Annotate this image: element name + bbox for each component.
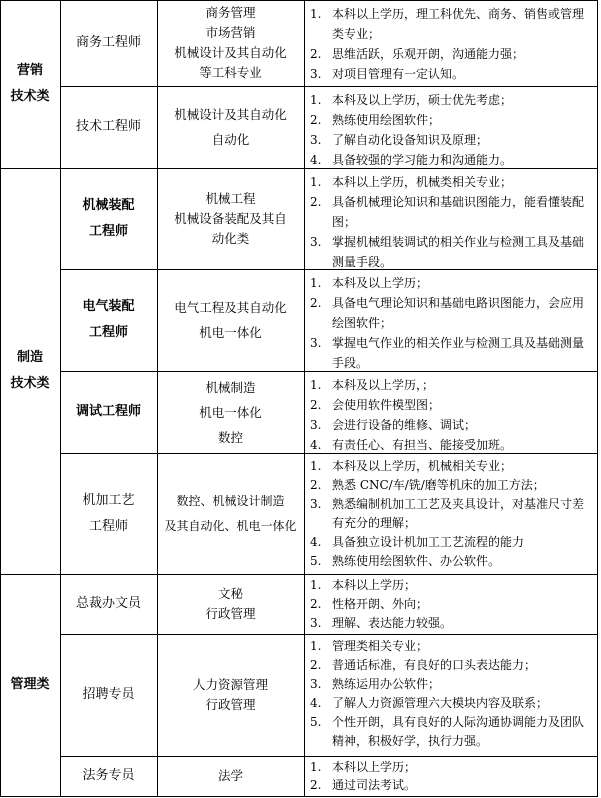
requirements-cell	[304, 269, 597, 371]
category-marketing-tech	[0, 0, 60, 168]
category-line: 营销	[16, 63, 43, 78]
position-title-line: 工程师	[88, 223, 128, 239]
major-cell	[157, 371, 304, 453]
major-line: 机电一体化	[199, 404, 262, 420]
major-line: 机械工程	[205, 190, 256, 206]
major-line: 行政管理	[205, 697, 256, 712]
requirement-item: 2. 具备机械理论知识和基础识图能力，能看懂装配图；	[310, 195, 585, 229]
position-title	[60, 168, 157, 269]
requirement-item: 4. 具备较强的学习能力和沟通能力。	[310, 153, 513, 167]
requirements-cell	[304, 634, 597, 756]
major-cell	[157, 0, 304, 86]
major-cell	[157, 269, 304, 371]
major-line: 及其自动化、机电一体化	[164, 518, 297, 533]
requirement-item: 1. 本科及以上学历，；	[310, 378, 435, 392]
major-line: 机械设计及其自动化	[174, 107, 287, 122]
requirement-item: 2. 熟悉 CNC/车/铣/磨等机床的加工方法；	[310, 478, 545, 492]
requirements-cell	[304, 453, 597, 574]
requirements-cell	[304, 168, 597, 269]
requirement-item: 2. 性格开朗、外向；	[310, 597, 429, 611]
position-title	[60, 371, 157, 453]
major-line: 商务管理	[205, 5, 256, 20]
requirements-cell	[304, 0, 597, 86]
major-line: 自动化	[211, 132, 250, 147]
requirement-item: 3. 对项目管理有一定认知。	[310, 67, 465, 81]
category-line: 制造	[16, 350, 43, 365]
requirement-item: 1. 本科以上学历，机械类相关专业；	[310, 175, 513, 189]
requirements-cell	[304, 756, 597, 796]
requirement-item: 1. 本科以上学历；	[310, 578, 417, 592]
major-cell	[157, 574, 304, 634]
major-cell	[157, 756, 304, 796]
requirement-item: 3. 熟悉编制机加工工艺及夹具设计，对基准尺寸差有充分的理解；	[310, 497, 585, 530]
position-title	[60, 453, 157, 574]
major-line: 机电一体化	[199, 325, 262, 340]
requirement-item: 2. 熟练使用绘图软件；	[310, 113, 441, 127]
category-line: 技术类	[10, 89, 50, 104]
requirement-item: 2. 通过司法考试。	[310, 778, 417, 792]
requirement-item: 3. 掌握机械组装调试的相关作业与检测工具及基础测量手段。	[310, 235, 585, 269]
major-line: 行政管理	[205, 606, 256, 621]
requirement-item: 2. 会使用软件模型图；	[310, 398, 441, 412]
requirement-item: 2. 具备电气理论知识和基础电路识图能力，会应用绘图软件；	[310, 296, 585, 330]
table-border-bottom	[0, 796, 597, 797]
requirement-item: 3. 了解自动化设备知识及原理；	[310, 133, 489, 147]
requirement-item: 4. 了解人力资源管理六大模块内容及联系；	[310, 696, 549, 710]
position-title-line: 机械装配	[82, 197, 135, 213]
requirement-item: 4. 具备独立设计机加工工艺流程的能力	[310, 535, 525, 549]
category-line: 管理类	[10, 677, 50, 692]
position-title	[60, 756, 157, 796]
requirement-item: 1. 本科以上学历，理工科优先、商务、销售或管理类专业；	[310, 7, 585, 41]
position-title	[60, 634, 157, 756]
major-line: 机械设计及其自动化	[174, 45, 287, 60]
position-title	[60, 86, 157, 168]
major-line: 动化类	[211, 230, 250, 246]
table-border-right	[597, 0, 598, 797]
category-line: 技术类	[10, 376, 50, 391]
position-title	[60, 574, 157, 634]
major-cell	[157, 168, 304, 269]
position-title-text: 招聘专员	[82, 687, 135, 702]
requirement-item: 1. 本科及以上学历；	[310, 276, 429, 290]
position-title-text: 商务工程师	[75, 35, 141, 50]
major-cell	[157, 453, 304, 574]
category-manufacturing-tech	[0, 168, 60, 574]
major-line: 市场营销	[205, 25, 256, 40]
requirement-item: 1. 本科以上学历；	[310, 760, 417, 774]
major-cell	[157, 634, 304, 756]
position-title	[60, 0, 157, 86]
major-line: 文秘	[217, 586, 243, 601]
major-line: 机械设备装配及其自	[174, 210, 287, 226]
requirement-item: 2. 思维活跃，乐观开朗，沟通能力强；	[310, 47, 525, 61]
position-title-text: 技术工程师	[75, 119, 141, 134]
position-title-line: 工程师	[88, 518, 128, 534]
position-title-text: 调试工程师	[75, 404, 141, 419]
requirement-item: 3. 理解、表达能力较强。	[310, 616, 453, 630]
requirements-cell	[304, 86, 597, 168]
position-title-text: 法务专员	[82, 768, 135, 783]
position-title	[60, 269, 157, 371]
major-line: 人力资源管理	[192, 677, 268, 692]
position-title-line: 工程师	[88, 325, 128, 340]
major-line: 机械制造	[205, 379, 256, 395]
requirements-cell	[304, 574, 597, 634]
requirement-item: 5. 熟练使用绘图软件、办公软件。	[310, 554, 501, 568]
major-line: 等工科专业	[199, 65, 262, 80]
category-management	[0, 574, 60, 796]
requirement-item: 3. 会进行设备的维修、调试；	[310, 418, 477, 432]
major-cell	[157, 86, 304, 168]
requirement-item: 1. 管理类相关专业；	[310, 639, 429, 653]
position-title-line: 电气装配	[82, 299, 135, 314]
major-line: 数控、机械设计制造	[176, 493, 285, 508]
major-line: 数控	[217, 429, 243, 445]
requirement-item: 3. 熟练运用办公软件；	[310, 677, 441, 691]
requirement-item: 5. 个性开朗，具有良好的人际沟通协调能力及团队精神，积极好学，执行力强。	[310, 715, 585, 748]
requirement-item: 3. 掌握电气作业的相关作业与检测工具及基础测量手段。	[310, 336, 585, 370]
requirement-item: 1. 本科及以上学历，机械相关专业；	[310, 459, 513, 473]
requirement-item: 4. 有责任心、有担当、能接受加班。	[310, 438, 513, 452]
requirements-cell	[304, 371, 597, 453]
requirement-item: 1. 本科及以上学历，硕士优先考虑；	[310, 93, 513, 107]
position-title-text: 总裁办文员	[75, 596, 141, 611]
requirement-item: 2. 普通话标准，有良好的口头表达能力；	[310, 658, 537, 672]
major-line: 法学	[217, 768, 243, 783]
major-line: 电气工程及其自动化	[174, 300, 287, 315]
position-title-line: 机加工艺	[82, 492, 135, 508]
